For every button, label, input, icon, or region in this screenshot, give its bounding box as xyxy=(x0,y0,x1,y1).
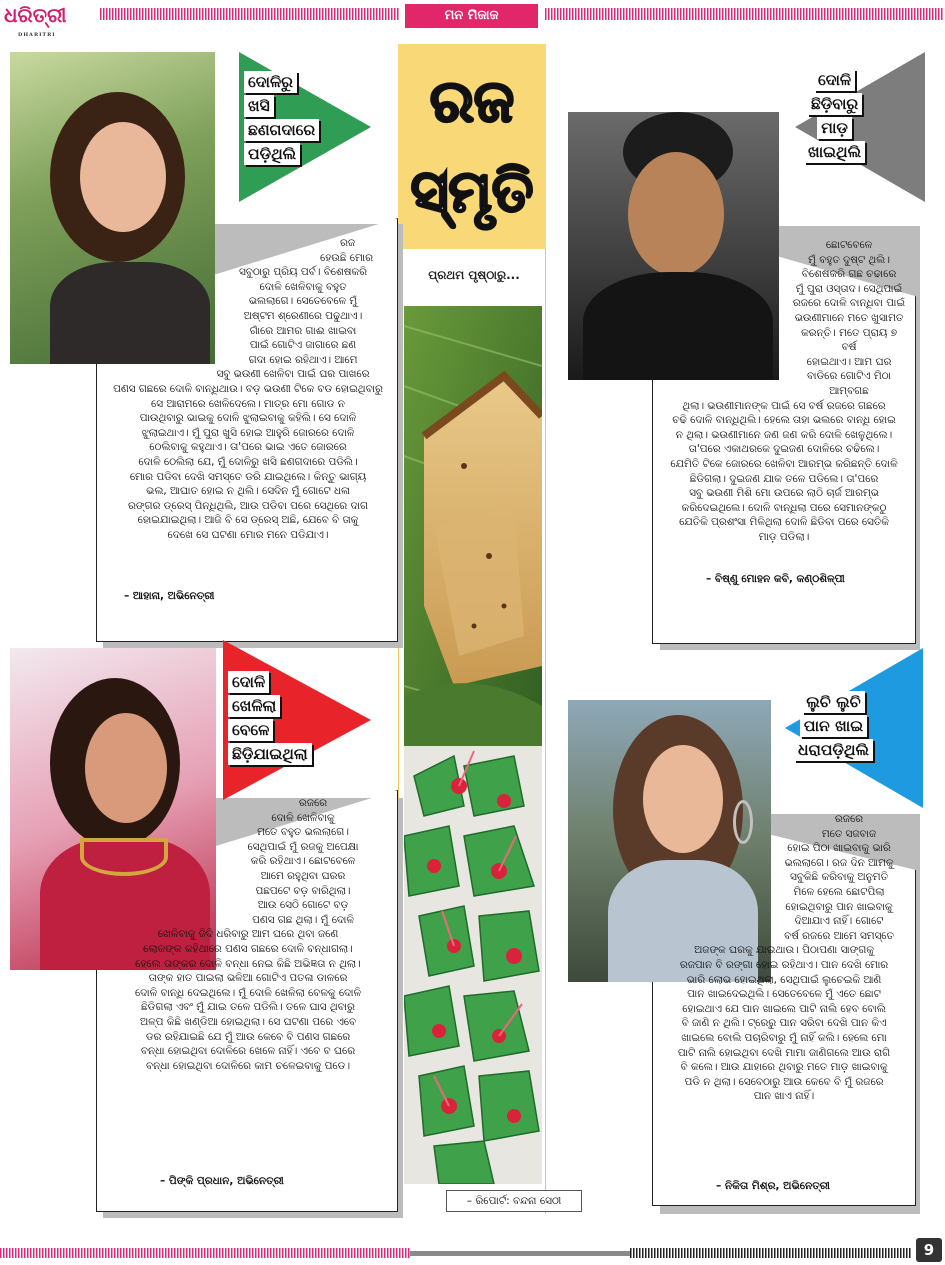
footer-stripe-right xyxy=(630,1248,912,1258)
newspaper-logo: ଧରିତ୍ରୀ DHARITRI xyxy=(4,3,67,38)
reporter-credit: – ରିପୋର୍ଟ: ବନ୍ଦନା ସେଠୀ xyxy=(446,1190,582,1212)
betel-leaf-paan-image xyxy=(404,746,542,1184)
footer-rule xyxy=(410,1251,630,1256)
story4-body: ରଜରେ ମତେ ସଜବାଜ ହୋଇ ପିଠା ଖାଇବାକୁ ଭାରି ଭଲଲାଗେ। ରଜ ଦିନ ଆମକୁ ସବୁକିଛି କରିବାକୁ ଅନୁମତି ମିଳେ ହେଲେ ଛୋଟପିଲା ହୋଇଥିବାରୁ ପାନ ଖାଇବାକୁ ଦିଆଯାଏ ନାହିଁ। ଗୋଟେ ବର୍ଷ ରଜରେ ଆମେ ସମସ୍ତେ ଅଜଙ୍କ ଘରକୁ ଯାଇଥାଉ। ପିଠାପଣା ସାଙ୍ଗକୁ ରଜପାନ ବି ରଙ୍ଗା ହୋଇ ରହିଥାଏ। ପାନ ଦେଖି ମୋର ଭାରି ଲୋଭ ହୋଇଥିଲା, ସେଥିପାଇଁ ଲୁଚେଇକି ଆଣି ପାନ ଖାଇଦେଇଥିଲି। ସେତେବେଳେ ମୁଁ ଏତେ ଛୋଟ ହୋଇଥାଏ ଯେ ପାନ ଖାଇଲେ ପାଟି ନାଲି ହେବ ବୋଲି ବି ଜାଣି ନ ଥିଲି। ଟ୍ରେରୁ ପାନ ସରିବା ଦେଖି ପାନ କିଏ ଖାଇଲେ ବୋଲି ପଚାରିବାରୁ ମୁଁ ନାହିଁ କଲି। ହେଲେ ମୋ ପାଟି ନାଲି ହୋଇଥିବା ଦେଖି ମାମା ଜାଣିଗଲେ ଆଉ ରାଗି ବି କଲେ। ଆଉ ଯାହାରେ ଥିବାରୁ ମତେ ମାଡ଼ ଖାଇବାକୁ ପଡି ନ ଥିଲା। ସେବେଠାରୁ ଆଉ କେବେ ବି ମୁଁ ରଜରେ ପାନ ଖାଏ ନାହିଁ। xyxy=(677,813,894,1103)
story4-headline: ଲୁଚି ଲୁଚି ପାନ ଖାଇ ଧରାପଡ଼ିଥିଲି xyxy=(794,690,873,762)
cake-image xyxy=(404,306,542,746)
story1-headline: ଦୋଳିରୁ ଖସି ଛଣଗଦାରେ ପଡ଼ିଥିଲି xyxy=(244,70,319,166)
story1-byline: – ଆହାନା, ଅଭିନେତ୍ରୀ xyxy=(124,590,215,602)
story3-byline: – ପିଙ୍କି ପ୍ରଧାନ, ଅଭିନେତ୍ରୀ xyxy=(160,1175,284,1187)
section-tag: ମନ ମିଜାଜ xyxy=(405,4,538,28)
story4-byline: – ନିକିତା ମିଶ୍ର, ଅଭିନେତ୍ରୀ xyxy=(716,1180,830,1192)
story2-body: ଛୋଟବେଳେ ମୁଁ ବହୁତ ଦୁଷ୍ଟ ଥିଲି। ବିଶେଷକରି ଗଛ ଚଢାରେ ମୁଁ ପୁରା ଓସ୍ତାଦ। ସେଥିପାଇଁ ରଜରେ ଦୋଳି ବାନ୍ଧିବା ପାଇଁ ଭଉଣୀମାନେ ମତେ ଖୁସାମତ କରନ୍ତି। ମତେ ପ୍ରାୟ ୭ ବର୍ଷ ହୋଇଥାଏ। ଆମ ଘର ବାଡିରେ ଗୋଟିଏ ମିଠା ଆମ୍ବଗଛ ଥିଲା। ଭଉଣୀମାନଙ୍କ ପାଇଁ ସେ ବର୍ଷ ରଜରେ ଗଛରେ ଚଢି ଦୋଳି ବାନ୍ଧିଥିଲି। ହେଲେ ତାହା ଭଲରେ ବାନ୍ଧି ହୋଇ ନ ଥିଲା। ଭଉଣୀମାନେ ଜଣ ଜଣ କରି ଦୋଳି ଖେଳୁଥିଲେ। ତା'ପରେ ଏକାଥରକେ ଦୁଇଜଣ ଦୋଳିରେ ଚଢିଲେ। ଯେମିତି ଟିକେ ଜୋରରେ ଖେଳିବା ଆରମ୍ଭ କରିଛନ୍ତି ଦୋଳି ଛିଡିଗଲା। ଦୁଇଜଣ ଯାକ ତଳେ ପଡିଲେ। ତା'ପରେ ସବୁ ଭଉଣୀ ମିଶି ମୋ ଉପରେ ଲାଠି ଚାର୍ଜ ଆରମ୍ଭ କରିଦେଇଥିଲେ। ଦୋଳି ବାନ୍ଧିଲା ପରେ ସେମାନଙ୍କଠୁ ଯେତିକି ପ୍ରଶଂସା ମିଳିଥିଲା ଦୋଳି ଛିଡିବା ପରେ ସେତିକି ମାଡ଼ ପଡିଲା। xyxy=(670,239,906,543)
header-stripe-right xyxy=(545,8,943,20)
page-number: 9 xyxy=(916,1238,942,1262)
story2-headline: ଦୋଳି ଛିଡ଼ିବାରୁ ମାଡ଼ ଖାଇଥିଲି xyxy=(804,68,865,164)
footer-stripe-left xyxy=(0,1248,410,1258)
page-title: ରଜ ସ୍ମୃତି xyxy=(410,67,534,225)
story1-body: ରଜ ହେଉଛି ମୋର ସବୁଠାରୁ ପ୍ରିୟ ପର୍ବ। ବିଶେଷକରି ଦୋଳି ଖେଳିବାକୁ ବହୁତ ଭଲଲାଗେ। ସେତେବେଳେ ମୁଁ ଅଷ୍ଟମ ଶ୍ରେଣୀରେ ପଢୁଥାଏ। ଗାଁରେ ଆମର ଗାଈ ଖାଇବା ପାଇଁ ଗୋଟିଏ ଜାଗାରେ ଛଣ ଗଦା ହୋଇ ରହିଥାଏ। ଆମେ ସବୁ ଭଉଣୀ ଖେଳିବା ପାଇଁ ଘର ପାଖରେ ପଣସ ଗଛରେ ଦୋଳି ବାନ୍ଧିଥାଉ। ବଡ଼ ଭଉଣୀ ଟିକେ ବଡ ହୋଇଥିବାରୁ ସେ ଆରାମରେ ଖେଳିଦେଲେ। ମାତ୍ର ମୋ ଗୋଡ ନ ପାଉଥିବାରୁ ଭାଇକୁ ଦୋଳି ଝୁଲାଇବାକୁ କହିଲି। ସେ ଦୋଳି ଝୁଲାଇଥାଏ। ମୁଁ ପୁରା ଖୁସି ହୋଇ ଆହୁରି ଜୋରରେ ଦୋଳି ଠେଲିବାକୁ କହୁଥାଏ। ତା'ପରେ ଭାଇ ଏତେ ଜୋରରେ ଦୋଳି ଠେଲିଲା ଯେ, ମୁଁ ଦୋଳିରୁ ଖସି ଛଣଗଦାରେ ପଡିଲି। ମୋର ପଡିବା ଦେଖି ସମସ୍ତେ ଡରି ଯାଇଥିଲେ। କିନ୍ତୁ ଭାଗ୍ୟ ଭଲ, ଆଘାତ ହୋଇ ନ ଥିଲି। ସେଦିନ ମୁଁ ଗୋଟେ ଧଳା ରଙ୍ଗର ଡ୍ରେସ୍ ପିନ୍ଧିଥିଲି, ଆଉ ପଡିବା ପରେ ସେଥିରେ ଦାଗ ହୋଇଯାଇଥିଲା। ଆଜି ବି ସେ ଡ୍ରେସ୍ ଅଛି, ଯେବେ ବି ତାକୁ ଦେଖେ ସେ ଘଟଣା ମୋର ମନେ ପଡିଯାଏ। xyxy=(113,237,383,541)
story2-byline: – ବିଷ୍ଣୁ ମୋହନ କବି, କଣ୍ଠଶିଳ୍ପୀ xyxy=(706,573,845,585)
continued-label: ପ୍ରଥମ ପୃଷ୍ଠାରୁ... xyxy=(428,268,520,282)
story3-body: ରଜରେ ଦୋଳି ଖେଳିବାକୁ ମତେ ବହୁତ ଭଲଲାଗେ। ସେଥିପାଇଁ ମୁଁ ରଜକୁ ଅପେକ୍ଷା କରି ରହିଥାଏ। ଛୋଟବେଳେ ଆମେ ରହୁଥିବା ଘରର ପଛପଟେ ବଡ଼ ବାରିଥିଲା। ଆଉ ସେଠି ଗୋଟେ ବଡ଼ ପଣସ ଗଛ ଥିଲା। ମୁଁ ଦୋଳି ଖେଳିବାକୁ ଜିଦି ଧରିବାରୁ ଆମ ଘରେ ଥିବା ଜଣେ ଲୋକଙ୍କ କହିଥାରେ ପଣସ ଗଛରେ ଦୋଳି ବନ୍ଧାଗଲା। ହେଲେ ତାଙ୍କର ଦୋଳି ବନ୍ଧା ନେଇ କିଛି ଅଭିଜ୍ଞତା ନ ଥିଲା। ତାଙ୍କ ହାତ ପାଇଲା ଭଳିଆ ଗୋଟିଏ ପତଳା ଡାଳରେ ଦୋଳି ବାନ୍ଧି ଦେଇଥିଲେ। ମୁଁ ଦୋଳି ଖେଳିଲା ବେଳକୁ ଦୋଳି ଛିଡିଗଲା ଏବଂ ମୁଁ ଯାଇ ତଳେ ପଡିଲି। ତଳେ ଘାସ ଥିବାରୁ ଅଳ୍ପ କିଛି ଖଣ୍ଡିଆ ହୋଇଥିଲା। ସେ ଘଟଣା ପରେ ଏବେ ଡର ରହିଯାଇଛି ଯେ ମୁଁ ଆଉ କେବେ ବି ପଣସ ଗଛରେ ବନ୍ଧା ହୋଇଥିବା ଦୋଳିରେ ଖେଳେ ନାହିଁ। ଏବେ ବ ଘରେ ବନ୍ଧା ହୋଇଥିବା ଦୋଳିରେ କାମ ଚଳେଇବାକୁ ପଡେ। xyxy=(134,797,362,1072)
story3-headline: ଦୋଳି ଖେଳିଲା ବେଳେ ଛିଡ଼ିଯାଇଥିଲା xyxy=(228,670,312,766)
header-stripe-left xyxy=(100,8,400,20)
